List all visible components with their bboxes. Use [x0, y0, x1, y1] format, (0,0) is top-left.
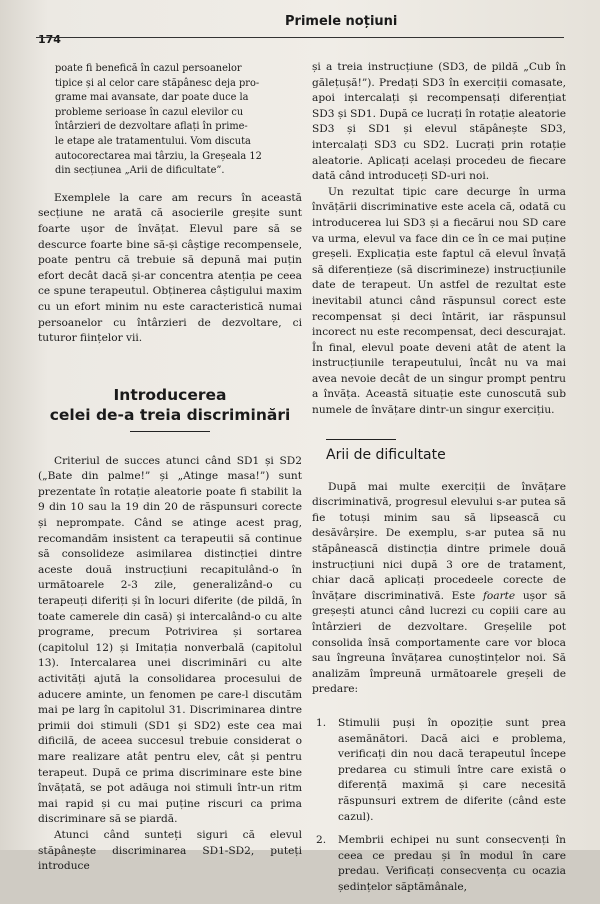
body-paragraph: Atunci când sunteți siguri că elevul stăpânește discriminarea SD1-SD2, puteți introduce — [38, 828, 302, 873]
note-line: poate fi benefică în cazul persoanelor — [55, 63, 242, 74]
list-item-number: 2. — [316, 834, 327, 847]
section-title-line: celei de-a treia discriminări — [49, 405, 291, 424]
subsection-rule — [326, 439, 396, 440]
list-item — [312, 833, 566, 895]
emphasis: foarte — [482, 589, 516, 602]
note-line: întârzieri de dezvoltare aflați în prime- — [55, 121, 248, 133]
left-column — [38, 62, 302, 875]
list-item-number: 1. — [316, 716, 327, 729]
note-box — [55, 62, 298, 179]
body-paragraph: Exemplele la care am recurs în această secțiune ne arată că asocierile greșite sunt foarte ușor de învățat. Elevul pare să se descurce foarte bine să-și câștige recompensele, poate pentru că trebuie să depună mai puțin efort decât dacă și-ar concentra atenția pe ceea ce spune terapeutul. Obținerea câștigului maxim cu un efort minim nu este caracteristică numai persoanelor cu întârzieri de dezvoltare, ci tuturor ființelor vii. — [38, 191, 302, 345]
note-line: tipice și al celor care stăpânesc deja pro- — [55, 77, 260, 89]
running-title: Primele noțiuni — [285, 14, 398, 29]
body-paragraph: Criteriul de succes atunci când SD1 și SD2 („Bate din palme!” și „Atinge masa!”) sunt prezentate în rotație aleatorie poate fi stabilit la 9 din 10 sau la 19 din 20 de răspunsuri corecte și neprompate. Când se atinge acest prag, recomandăm insistent ca terapeutii să continue să consolideze asimilarea distincției dintre aceste două instrucțiuni recapitulând-o în următoarele 2-3 zile, generalizând-o cu terapeuți diferiți și în locuri diferite (de pildă, în toate camerele din casă) și intercalând-o cu alte programe, precum Potrivirea și sortarea (capitolul 12) și Imitația nonverbală (capitolul 13). Intercalarea unei discriminări cu alte activități ajută la consolidarea procesului de aducere aminte, un fenomen pe care-l discutăm mai pe larg în capitolul 31. Discriminarea dintre primii doi stimuli (SD1 și SD2) este cea mai dificilă, de aceea succesul trebuie considerat o mare realizare atât pentru elev, cât și pentru terapeut. După ce prima discriminare este bine învățată, se pot adăuga noi stimuli într-un ritm mai rapid și cu mai puține riscuri ca prima discriminare să se piardă. — [38, 454, 302, 826]
section-title-rule — [130, 431, 210, 432]
mistakes-list — [312, 716, 566, 896]
section-title — [38, 385, 302, 425]
body-paragraph: și a treia instrucțiune (SD3, de pildă „Cub în gălețușă!”). Predați SD3 în exerciții comasate, apoi intercalați și recompensați diferențiat SD3 și SD1. După ce lucrați în rotație aleatorie SD3 și SD1 și elevul stăpânește SD3, intercalați SD3 cu SD2. Lucrați prin rotație aleatorie. Aplicați același procedeu de fiecare dată când introduceți SD-uri noi. — [312, 61, 566, 183]
right-column — [312, 60, 566, 904]
note-line: le etape ale tratamentului. Vom discuta — [55, 135, 251, 147]
note-line: autocorectarea mai târziu, la Greșeala 12 — [55, 150, 262, 162]
body-paragraph: Un rezultat tipic care decurge în urma învățării discriminative este acela că, odată cu introducerea lui SD3 și a fiecărui nou SD care va urma, elevul va face din ce în ce mai puține greșeli. Explicația este faptul că elevul învață să diferențieze (să discrimineze) instrucțiunile date de terapeut. Un astfel de rezultat este inevitabil atunci când răspunsul corect este recompensat și deci întărit, iar răspunsul incorect nu este recompensat, deci descurajat. În final, elevul poate deveni atât de atent la instrucțiunile terapeutului, încât nu va mai avea nevoie decât de un singur prompt pentru a învăța. Această situație este cunoscută sub numele de învățare dintr-un singur exercițiu. — [312, 185, 566, 417]
list-item-text: Membrii echipei nu sunt consecvenți în ceea ce predau și în modul în care predau. Verificați consecvența cu ocazia ședințelor săptămânale, — [338, 834, 566, 893]
section-title-line: Introducerea — [113, 385, 227, 404]
note-line: grame mai avansate, dar poate duce la — [55, 92, 249, 104]
subsection-title: Arii de dificultate — [326, 446, 446, 463]
list-item-text: Stimulii puși în opoziție sunt prea asemănători. Dacă aici e problema, verificați din nou dacă terapeutul începe predarea cu stimuli între care există o diferență maximă și care necesită răspunsuri extrem de diferite (când este cazul). — [338, 716, 566, 823]
page-number: 174 — [38, 33, 61, 46]
subsection-heading — [312, 439, 566, 464]
header-rule — [36, 37, 564, 38]
note-line: din secțiunea „Arii de dificultate”. — [55, 165, 225, 177]
body-paragraph: După mai multe exerciții de învățare discriminativă, progresul elevului s-ar putea să fie totuși minim sau să lipsească cu desăvârșire. De exemplu, s-ar putea să nu stăpânească distincția dintre primele două instrucțiuni nici după 3 ore de tratament, chiar dacă aplicați procedeele corecte de învățare discriminativă. Este foarte ușor să greșești atunci când lucrezi cu copiii care au întârzieri de dezvoltare. Greșelile pot consolida însă comportamente care vor bloca sau îngreuna învățarea cunoștințelor noi. Să analizăm împreună următoarele greșeli de predare: — [312, 480, 566, 696]
note-line: probleme serioase în cazul elevilor cu — [55, 106, 244, 118]
list-item — [312, 716, 566, 825]
